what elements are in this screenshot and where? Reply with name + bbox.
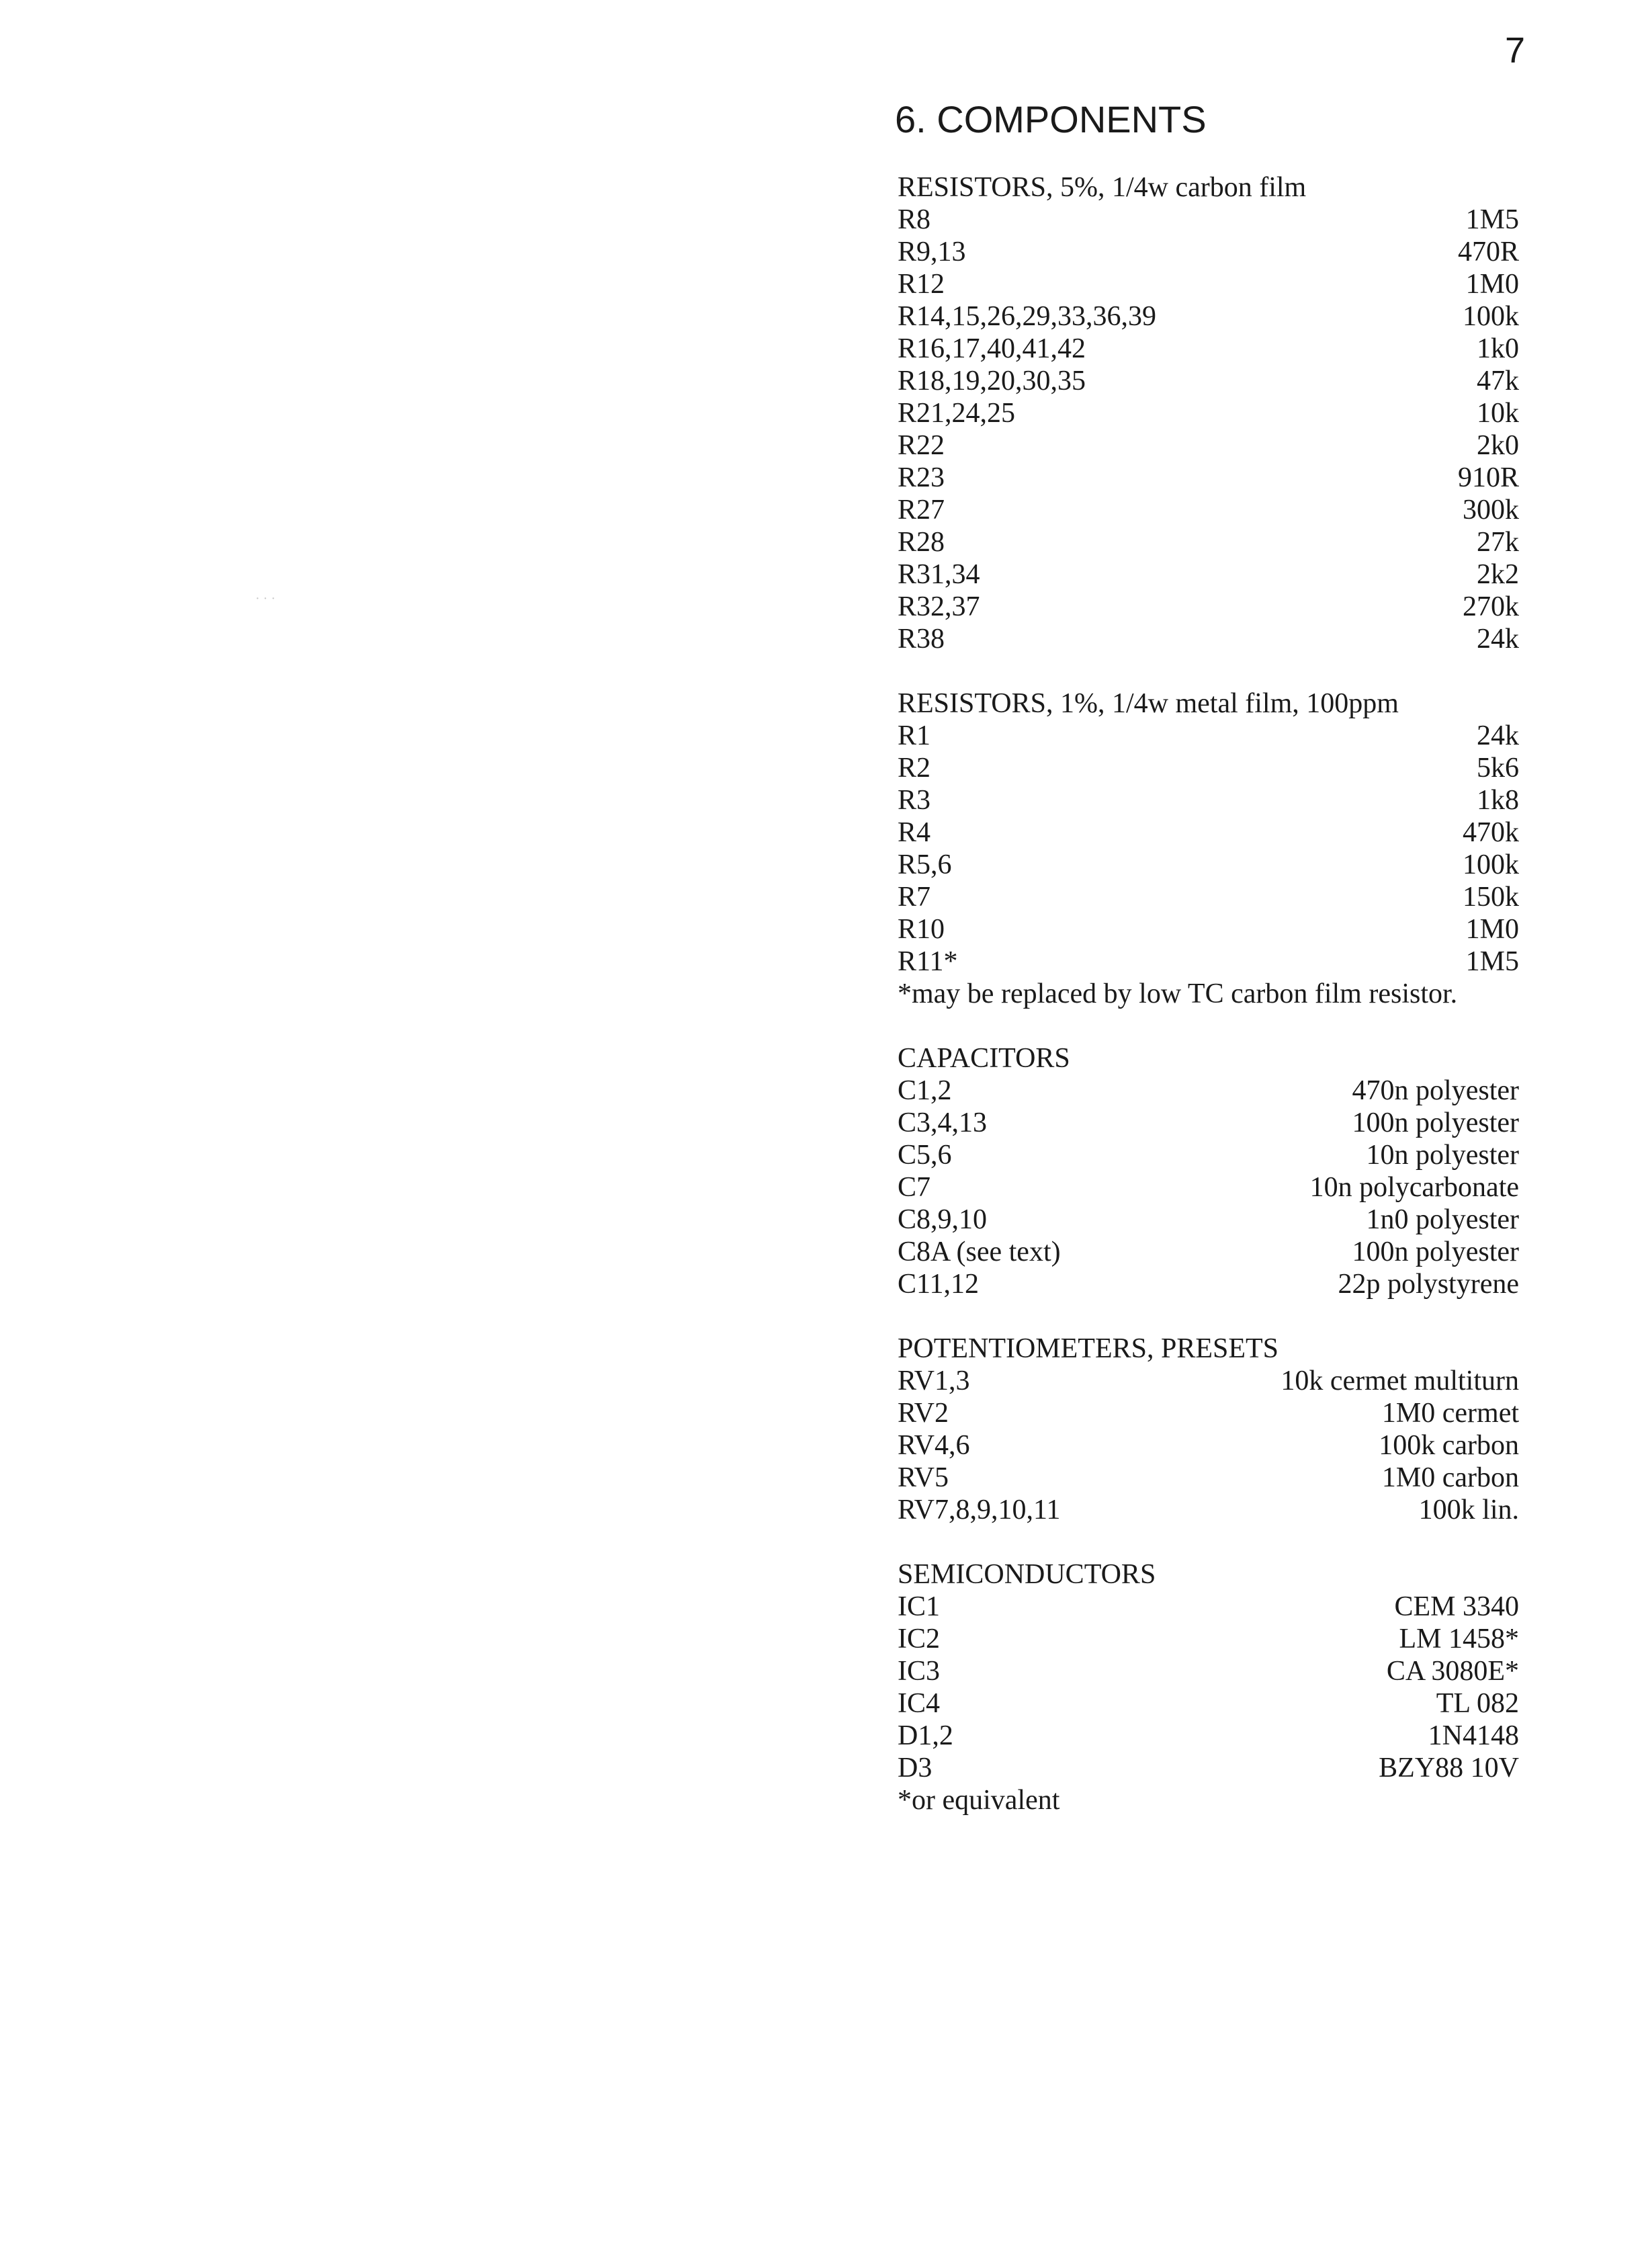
component-row: [898, 1204, 1519, 1236]
component-value: 1M5: [1465, 946, 1519, 977]
component-row: [898, 591, 1519, 623]
component-row: [898, 881, 1519, 913]
component-row: [898, 1107, 1519, 1139]
component-value: 470R: [1457, 237, 1519, 267]
page-number: 7: [1504, 30, 1525, 71]
component-value: TL 082: [1436, 1688, 1519, 1719]
component-ref: RV7,8,9,10,11: [898, 1495, 1061, 1525]
component-row: [898, 268, 1519, 300]
component-row: [898, 1687, 1519, 1720]
component-row: [898, 913, 1519, 946]
component-ref: C7: [898, 1172, 931, 1203]
component-value: 2k2: [1477, 559, 1519, 590]
component-value: 27k: [1477, 527, 1519, 558]
section-header: RESISTORS, 1%, 1/4w metal film, 100ppm: [898, 688, 1399, 719]
component-value: 2k0: [1477, 430, 1519, 461]
section-semiconductors: [898, 1558, 1519, 1816]
component-value: 22p polystyrene: [1338, 1269, 1519, 1300]
component-ref: R21,24,25: [898, 398, 1016, 429]
component-row: [898, 462, 1519, 494]
component-value: 470n polyester: [1352, 1075, 1519, 1106]
component-ref: R10: [898, 914, 945, 945]
component-ref: R38: [898, 624, 945, 655]
component-value: 300k: [1463, 495, 1519, 526]
section-capacitors: [898, 1042, 1519, 1300]
section-resistors-metal: [898, 687, 1519, 1010]
component-ref: R5,6: [898, 849, 952, 880]
component-row: [898, 333, 1519, 365]
component-value: CA 3080E*: [1386, 1656, 1519, 1687]
component-ref: R4: [898, 817, 931, 848]
component-row: [898, 1171, 1519, 1204]
component-row: [898, 1075, 1519, 1107]
section-header: POTENTIOMETERS, PRESETS: [898, 1333, 1279, 1364]
component-value: 10k cermet multiturn: [1281, 1366, 1519, 1396]
component-value: 150k: [1463, 882, 1519, 913]
component-ref: C8A (see text): [898, 1236, 1061, 1267]
component-value: LM 1458*: [1399, 1624, 1519, 1654]
component-row: [898, 1623, 1519, 1655]
component-value: 100k: [1463, 301, 1519, 332]
component-value: 100n polyester: [1352, 1236, 1519, 1267]
component-ref: R9,13: [898, 237, 966, 267]
component-ref: D1,2: [898, 1720, 953, 1751]
component-value: 1N4148: [1428, 1720, 1519, 1751]
component-ref: C8,9,10: [898, 1204, 988, 1235]
component-ref: C11,12: [898, 1269, 979, 1300]
section-header: SEMICONDUCTORS: [898, 1559, 1156, 1590]
component-value: 910R: [1457, 462, 1519, 493]
component-ref: R14,15,26,29,33,36,39: [898, 301, 1157, 332]
component-ref: R12: [898, 269, 945, 300]
component-value: 47k: [1477, 366, 1519, 396]
component-ref: R23: [898, 462, 945, 493]
section-note: *may be replaced by low TC carbon film resistor.: [898, 978, 1458, 1009]
component-row: [898, 1462, 1519, 1494]
component-ref: R22: [898, 430, 945, 461]
component-row: [898, 494, 1519, 526]
component-row: [898, 784, 1519, 816]
component-row: [898, 1720, 1519, 1752]
component-row: [898, 300, 1519, 333]
component-row: [898, 623, 1519, 655]
component-ref: R18,19,20,30,35: [898, 366, 1086, 396]
component-ref: RV4,6: [898, 1430, 970, 1461]
component-ref: R32,37: [898, 591, 980, 622]
component-value: 100k lin.: [1418, 1495, 1519, 1525]
components-list: [898, 171, 1519, 1849]
section-header: RESISTORS, 5%, 1/4w carbon film: [898, 172, 1307, 203]
component-row: [898, 720, 1519, 752]
component-value: 24k: [1477, 720, 1519, 751]
page-title: 6. COMPONENTS: [895, 98, 1207, 140]
component-ref: D3: [898, 1753, 933, 1783]
component-row: [898, 1397, 1519, 1429]
component-row: [898, 946, 1519, 978]
component-ref: C5,6: [898, 1140, 952, 1171]
component-ref: R8: [898, 204, 931, 235]
component-ref: RV5: [898, 1462, 949, 1493]
component-ref: R3: [898, 785, 931, 816]
component-ref: R27: [898, 495, 945, 526]
component-value: 1k8: [1477, 785, 1519, 816]
component-row: [898, 526, 1519, 558]
component-value: 10n polycarbonate: [1309, 1172, 1519, 1203]
component-row: [898, 365, 1519, 397]
scan-speck: · · ·: [255, 591, 275, 606]
component-ref: IC3: [898, 1656, 940, 1687]
component-value: 1k0: [1477, 333, 1519, 364]
component-row: [898, 1655, 1519, 1687]
component-ref: R2: [898, 753, 931, 784]
section-resistors-carbon: [898, 171, 1519, 655]
component-value: 10k: [1477, 398, 1519, 429]
component-row: [898, 204, 1519, 236]
component-row: [898, 397, 1519, 429]
component-ref: R16,17,40,41,42: [898, 333, 1086, 364]
component-row: [898, 1591, 1519, 1623]
component-ref: IC4: [898, 1688, 940, 1719]
component-ref: RV2: [898, 1398, 949, 1429]
component-value: 270k: [1463, 591, 1519, 622]
component-row: [898, 1494, 1519, 1526]
component-ref: R7: [898, 882, 931, 913]
component-ref: R11*: [898, 946, 958, 977]
component-ref: R28: [898, 527, 945, 558]
component-ref: R1: [898, 720, 931, 751]
component-ref: R31,34: [898, 559, 980, 590]
component-row: [898, 1429, 1519, 1462]
component-ref: IC2: [898, 1624, 940, 1654]
component-value: 1M0: [1465, 269, 1519, 300]
component-value: 100k: [1463, 849, 1519, 880]
component-value: 470k: [1463, 817, 1519, 848]
section-header: CAPACITORS: [898, 1043, 1070, 1074]
component-value: 1M0 carbon: [1381, 1462, 1519, 1493]
component-value: 1M5: [1465, 204, 1519, 235]
component-value: CEM 3340: [1394, 1591, 1519, 1622]
component-row: [898, 1236, 1519, 1268]
component-row: [898, 849, 1519, 881]
component-value: 1n0 polyester: [1366, 1204, 1519, 1235]
section-note: *or equivalent: [898, 1785, 1060, 1816]
component-value: 10n polyester: [1366, 1140, 1519, 1171]
component-row: [898, 558, 1519, 591]
component-ref: IC1: [898, 1591, 940, 1622]
section-potentiometers: [898, 1333, 1519, 1526]
component-row: [898, 429, 1519, 462]
component-value: 5k6: [1477, 753, 1519, 784]
component-row: [898, 1268, 1519, 1300]
component-ref: C1,2: [898, 1075, 952, 1106]
component-row: [898, 1365, 1519, 1397]
component-value: 1M0: [1465, 914, 1519, 945]
component-value: 1M0 cermet: [1381, 1398, 1519, 1429]
component-row: [898, 816, 1519, 849]
component-ref: RV1,3: [898, 1366, 970, 1396]
component-value: 100k carbon: [1379, 1430, 1519, 1461]
component-ref: C3,4,13: [898, 1107, 988, 1138]
component-row: [898, 1139, 1519, 1171]
component-row: [898, 1752, 1519, 1784]
component-value: BZY88 10V: [1379, 1753, 1519, 1783]
component-value: 24k: [1477, 624, 1519, 655]
component-row: [898, 752, 1519, 784]
component-value: 100n polyester: [1352, 1107, 1519, 1138]
component-row: [898, 236, 1519, 268]
